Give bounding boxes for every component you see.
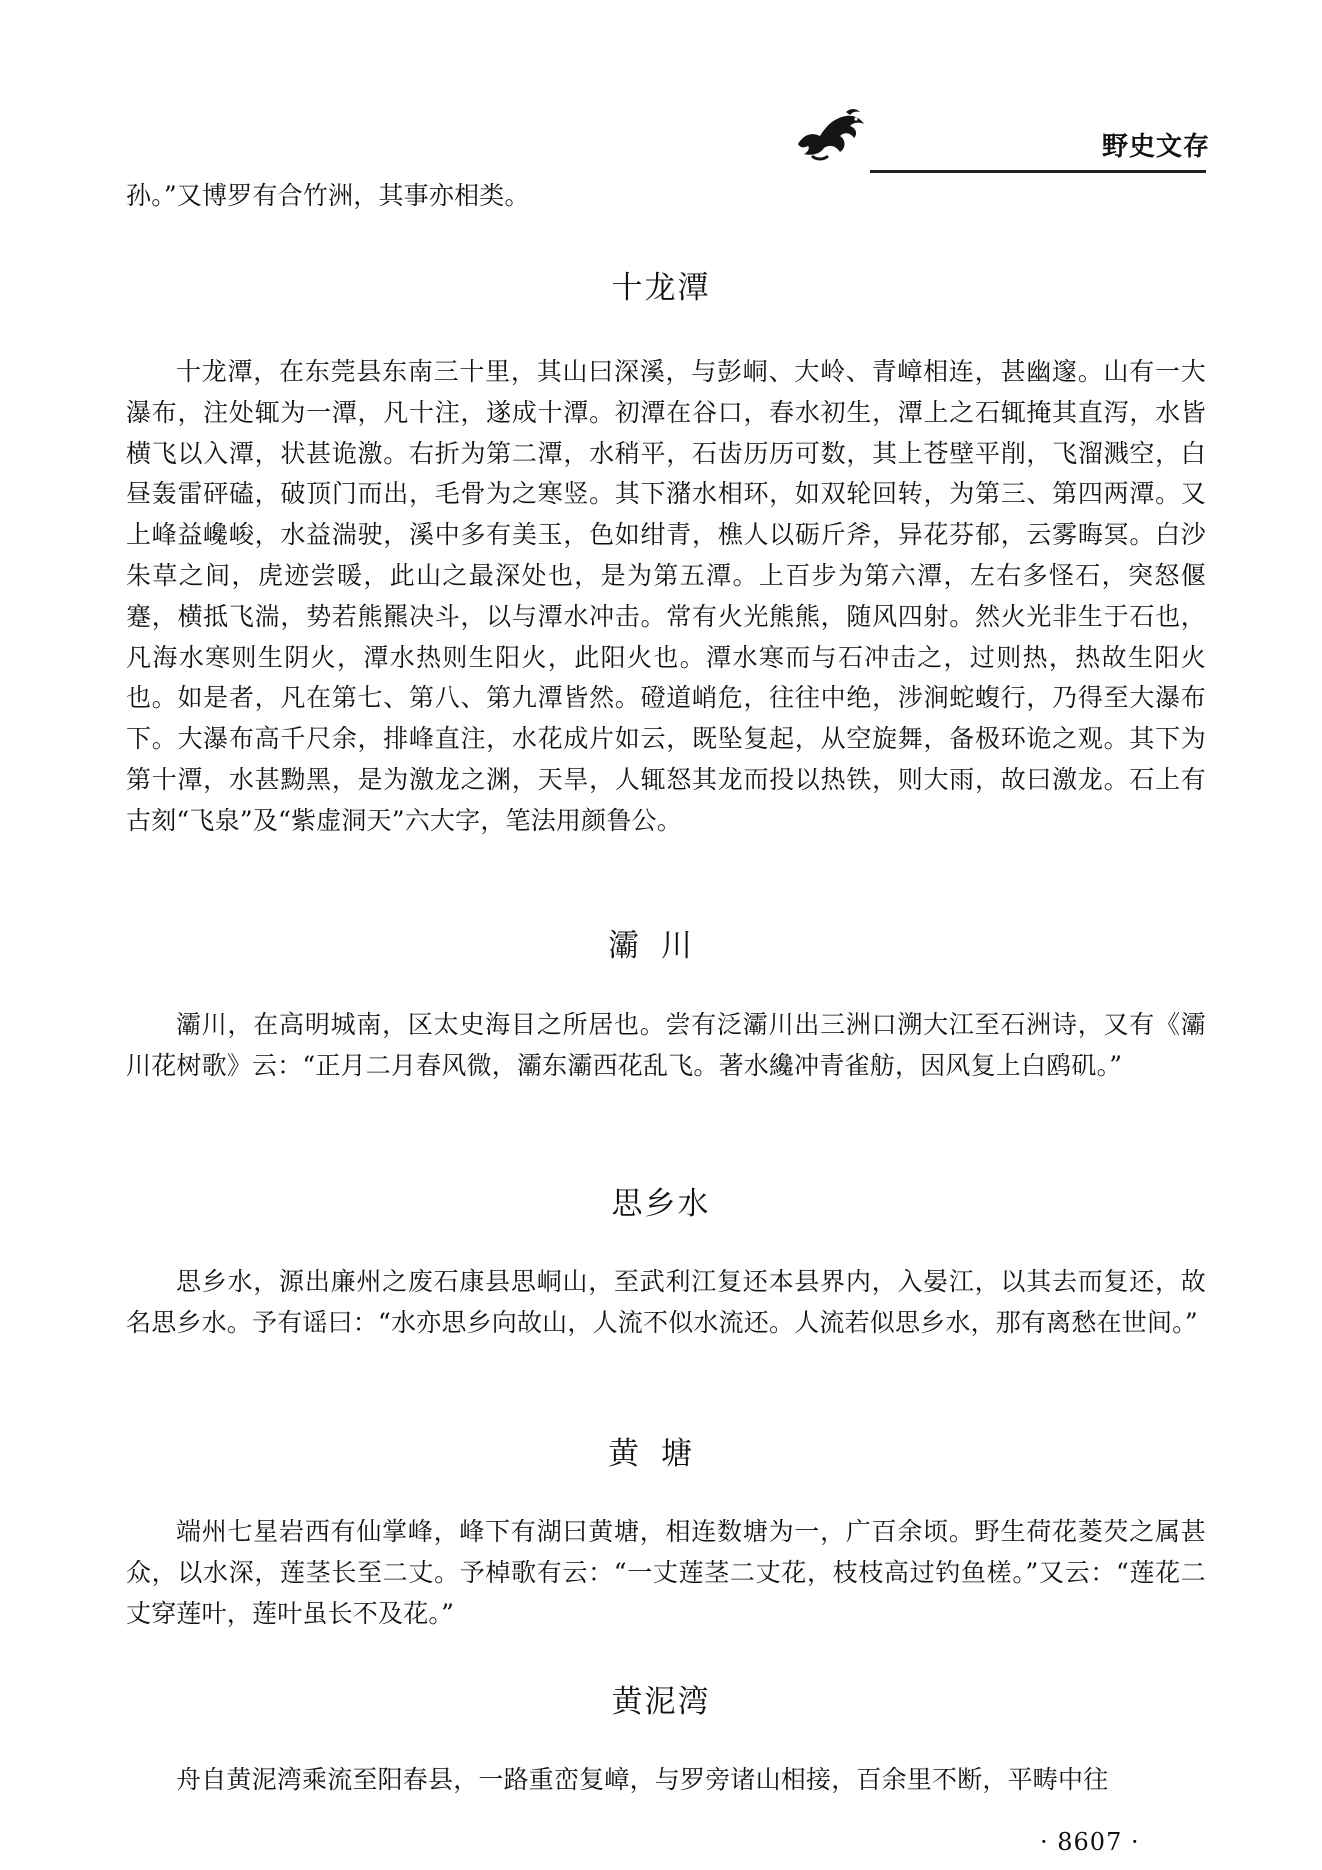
intro-paragraph: 孙。”又博罗有合竹洲，其事亦相类。 <box>126 181 530 210</box>
section-body-huangniwan: 舟自黄泥湾乘流至阳春县，一路重峦复嶂，与罗旁诸山相接，百余里不断，平畴中往 <box>176 1765 1109 1794</box>
section-body-huangtang: 端州七星岩西有仙掌峰，峰下有湖曰黄塘，相连数塘为一，广百余顷。野生荷花菱芡之属甚众，以水深，莲茎长至二丈。予棹歌有云：“一丈莲茎二丈花，枝枝高过钓鱼槎。”又云：“莲花二丈穿莲叶，莲叶虽长不及花。” <box>126 1517 1206 1628</box>
section-heading-huangniwan: 黄泥湾 <box>611 1684 711 1720</box>
running-header-title: 野史文存 <box>1102 132 1211 162</box>
section-body-shilongtan: 十龙潭，在东莞县东南三十里，其山曰深溪，与彭峒、大岭、青嶂相连，甚幽邃。山有一大瀑布，注处辄为一潭，凡十注，遂成十潭。初潭在谷口，春水初生，潭上之石辄掩其直泻，水皆横飞以入潭，状甚诡激。右折为第二潭，水稍平，石齿历历可数，其上苍壁平削，飞溜溅空，白昼轰雷砰磕，破顶门而出，毛骨为之寒竖。其下潴水相环，如双轮回转，为第三、第四两潭。又上峰益巉峻，水益湍驶，溪中多有美玉，色如绀青，樵人以砺斤斧，异花芬郁，云雾晦冥。白沙朱草之间，虎迹尝暖，此山之最深处也，是为第五潭。上百步为第六潭，左右多怪石，突怒偃蹇，横抵飞湍，势若熊羆决斗，以与潭水冲击。常有火光熊熊，随风四射。然火光非生于石也，凡海水寒则生阴火，潭水热则生阳火，此阳火也。潭水寒而与石冲击之，过则热，热故生阳火也。如是者，凡在第七、第八、第九潭皆然。磴道峭危，往往中绝，涉涧蛇蝮行，乃得至大瀑布下。大瀑布高千尺余，排峰直注，水花成片如云，既坠复起，从空旋舞，备极环诡之观。其下为第十潭，水甚黝黑，是为激龙之渊，天旱，人辄怒其龙而投以热铁，则大雨，故曰激龙。石上有古刻“飞泉”及“紫虚洞天”六大字，笔法用颜鲁公。 <box>126 357 1206 835</box>
header-rule <box>870 170 1206 173</box>
section-heading-sixiangshui: 思乡水 <box>611 1186 711 1222</box>
section-body-sixiangshui: 思乡水，源出廉州之废石康县思峒山，至武利江复还本县界内，入晏江，以其去而复还，故名思乡水。予有谣曰：“水亦思乡向故山，人流不似水流还。人流若似思乡水，那有离愁在世间。” <box>126 1267 1206 1337</box>
page-number: · 8607 · <box>1040 1828 1140 1856</box>
dragon-emblem-icon <box>790 104 872 162</box>
section-heading-huangtang: 黄塘 <box>608 1436 714 1472</box>
section-heading-bachuan: 灞川 <box>608 928 714 964</box>
section-body-bachuan: 灞川，在高明城南，区太史海目之所居也。尝有泛灞川出三洲口溯大江至石洲诗，又有《灞川花树歌》云：“正月二月春风微，灞东灞西花乱飞。著水纔冲青雀舫，因风复上白鸥矶。” <box>126 1010 1206 1080</box>
section-heading-shilongtan: 十龙潭 <box>611 270 711 306</box>
